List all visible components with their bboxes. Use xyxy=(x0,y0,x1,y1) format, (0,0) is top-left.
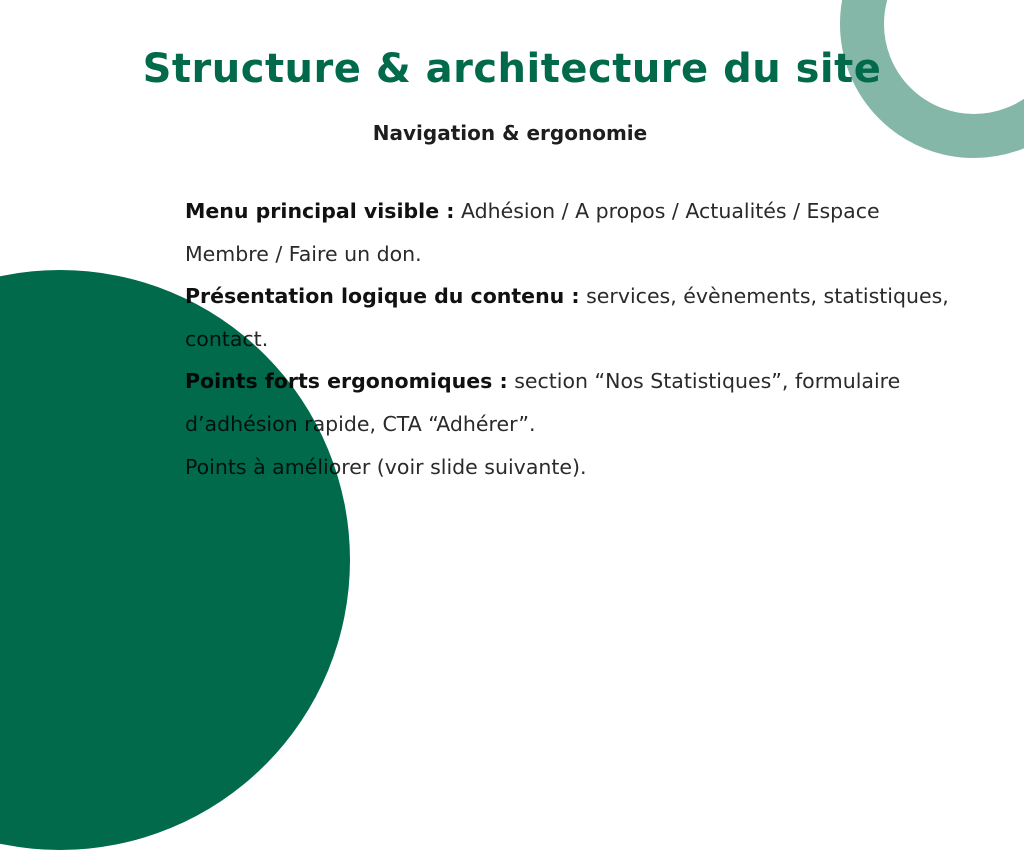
body-paragraph-content xyxy=(185,275,955,360)
body-label-content: Présentation logique du contenu : xyxy=(185,284,580,309)
body-text-content: services, évènements, statistiques, contact. xyxy=(185,284,949,351)
body-paragraph-strengths xyxy=(185,360,955,445)
body-paragraph-improvements xyxy=(185,446,955,489)
body-text-improvements: Points à améliorer (voir slide suivante). xyxy=(185,454,587,479)
body-paragraph-menu xyxy=(185,190,955,275)
body-text-menu: Adhésion / A propos / Actualités / Espace Membre / Faire un don. xyxy=(185,199,880,266)
body-text-strengths: section “Nos Statistiques”, formulaire d’adhésion rapide, CTA “Adhérer”. xyxy=(185,369,901,436)
body-label-strengths: Points forts ergonomiques : xyxy=(185,369,508,394)
slide-subtitle: Navigation & ergonomie xyxy=(372,121,648,145)
body-label-menu: Menu principal visible : xyxy=(185,199,455,223)
slide-title: Structure & architecture du site xyxy=(142,46,882,92)
slide-body xyxy=(185,190,955,488)
